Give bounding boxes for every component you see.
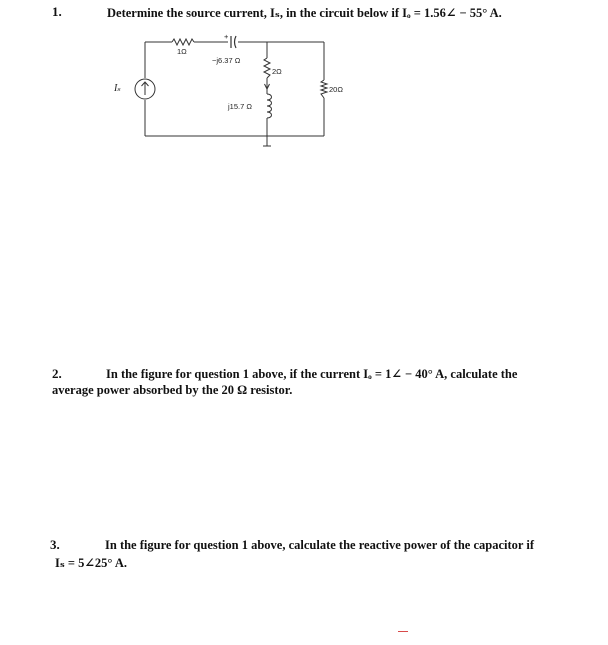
resistor-1-label: 1Ω bbox=[177, 47, 187, 56]
question-3-text-line1: In the figure for question 1 above, calculate the reactive power of the capacitor if bbox=[105, 538, 534, 552]
question-2-text-line1: In the figure for question 1 above, if the current Iₒ = 1∠ − 40° A, calculate the bbox=[106, 367, 518, 381]
question-2-number: 2. bbox=[52, 366, 62, 381]
question-1-number: 1. bbox=[52, 4, 62, 19]
inductor-icon bbox=[267, 94, 272, 118]
red-pen-mark bbox=[398, 631, 408, 632]
resistor-2-icon bbox=[264, 58, 270, 78]
resistor-3-icon bbox=[321, 80, 327, 98]
question-2-text-line2: average power absorbed by the 20 Ω resistor. bbox=[52, 383, 293, 397]
svg-text:+: + bbox=[224, 32, 229, 41]
source-label: Iₛ bbox=[114, 83, 121, 94]
question-3-text-line2: Iₛ = 5∠25° A. bbox=[55, 556, 127, 570]
circuit-diagram bbox=[100, 28, 380, 158]
capacitor-icon bbox=[224, 32, 236, 48]
question-3-number: 3. bbox=[50, 537, 60, 552]
inductor-label: j15.7 Ω bbox=[228, 102, 252, 111]
resistor-1-icon bbox=[172, 39, 194, 45]
current-source-icon bbox=[135, 79, 155, 99]
resistor-3-label: 20Ω bbox=[329, 85, 343, 94]
resistor-2-label: 2Ω bbox=[272, 67, 282, 76]
capacitor-label: −j6.37 Ω bbox=[212, 56, 241, 65]
question-1-text: Determine the source current, Iₛ, in the circuit below if Iₒ = 1.56∠ − 55° A. bbox=[107, 6, 502, 20]
